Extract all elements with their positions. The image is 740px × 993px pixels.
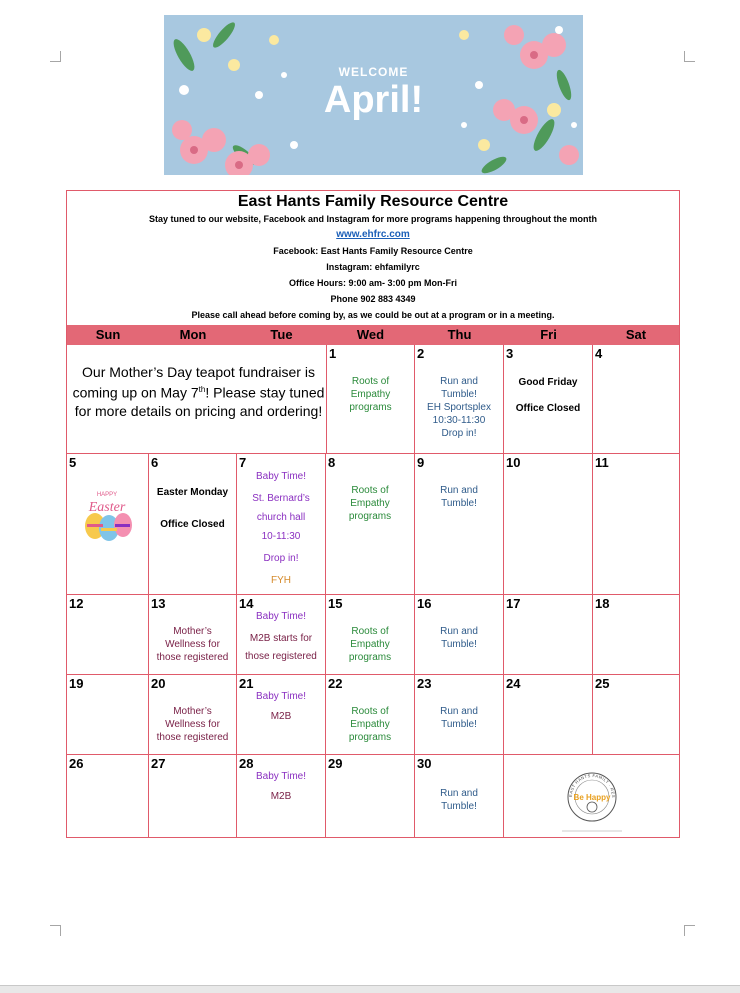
event-roots-of-empathy: Roots of Empathy programs (348, 706, 392, 743)
event-run-and-tumble: Run and Tumble! (440, 485, 478, 509)
weekday-tue: Tue (270, 327, 293, 342)
day-number: 30 (417, 756, 432, 771)
day-number: 24 (506, 676, 521, 691)
event-run-and-tumble: Run and Tumble! (440, 706, 478, 730)
event-run-and-tumble: Run and Tumble! (440, 626, 478, 650)
day-number: 3 (506, 346, 514, 361)
day-cell-4[interactable] (593, 345, 679, 454)
event-run-and-tumble: Run and Tumble! (440, 788, 478, 812)
day-cell-19[interactable] (67, 675, 149, 755)
day-number: 18 (595, 596, 610, 611)
page-corner-mark (684, 925, 695, 936)
day-number: 5 (69, 455, 77, 470)
day-cell-29[interactable] (326, 755, 415, 837)
logo-cell (504, 755, 679, 837)
day-cell-27[interactable] (149, 755, 237, 837)
svg-text:EAST HANTS FAMILY · RESOURCE C: EAST HANTS FAMILY · RES (567, 772, 617, 799)
day-number: 12 (69, 596, 84, 611)
day-number: 16 (417, 596, 432, 611)
weekday-sun: Sun (95, 327, 121, 342)
day-number: 15 (328, 596, 343, 611)
day-cell-10[interactable] (504, 454, 593, 595)
day-cell-9[interactable] (415, 454, 504, 595)
day-number: 29 (328, 756, 343, 771)
event-baby-time: Baby Time! (255, 691, 307, 702)
organization-title: East Hants Family Resource Centre (237, 193, 509, 210)
event-m2b-starts: M2B starts for those registered (245, 633, 317, 662)
day-cell-8[interactable] (326, 454, 415, 595)
day-number: 2 (417, 346, 425, 361)
day-cell-30[interactable] (415, 755, 504, 837)
day-number: 19 (69, 676, 84, 691)
ehfrc-logo (559, 767, 625, 833)
day-number: 20 (151, 676, 166, 691)
day-number: 7 (239, 455, 247, 470)
easter-eggs-image (77, 484, 137, 544)
day-number: 4 (595, 346, 603, 361)
event-fyh: FYH (271, 575, 291, 586)
day-number: 27 (151, 756, 166, 771)
day-cell-28[interactable] (237, 755, 326, 837)
event-office-closed: Office Closed (515, 403, 581, 414)
event-roots-of-empathy: Roots of Empathy programs (348, 485, 392, 522)
day-cell-1[interactable] (326, 345, 415, 454)
day-number: 10 (506, 455, 521, 470)
day-cell-13[interactable] (149, 595, 237, 675)
page-corner-mark (684, 51, 695, 62)
svg-text:Easter: Easter (88, 500, 126, 515)
day-number: 13 (151, 596, 166, 611)
day-number: 14 (239, 596, 254, 611)
day-number: 21 (239, 676, 254, 691)
day-cell-3[interactable] (504, 345, 593, 454)
event-roots-of-empathy: Roots of Empathy programs (349, 376, 392, 413)
event-baby-time-details: St. Bernard’s church hall 10-11:30 Drop in! (252, 493, 310, 564)
event-mothers-wellness: Mother’s Wellness for those registered (156, 626, 229, 663)
weekday-sat: Sat (625, 327, 647, 342)
day-cell-23[interactable] (415, 675, 504, 755)
day-cell-20[interactable] (149, 675, 237, 755)
day-cell-24[interactable] (504, 675, 593, 755)
event-run-and-tumble: Run and Tumble! EH Sportsplex 10:30-11:30 Drop in! (427, 376, 491, 439)
svg-text:Be Happy: Be Happy (573, 793, 611, 802)
banner-month-title: April! (323, 79, 424, 121)
april-calendar (66, 190, 680, 838)
weekday-header-row (67, 325, 679, 345)
day-cell-14[interactable] (237, 595, 326, 675)
weekday-fri: Fri (540, 327, 557, 342)
svg-text:HAPPY: HAPPY (96, 492, 118, 498)
fundraiser-notice-cell (67, 345, 326, 454)
day-cell-25[interactable] (593, 675, 679, 755)
page-corner-mark (50, 925, 61, 936)
day-number: 9 (417, 455, 425, 470)
page-corner-mark (50, 51, 61, 62)
day-cell-12[interactable] (67, 595, 149, 675)
event-easter-monday: Easter Monday (156, 487, 229, 498)
day-number: 6 (151, 455, 159, 470)
day-cell-26[interactable] (67, 755, 149, 837)
day-number: 26 (69, 756, 84, 771)
day-number: 1 (329, 346, 337, 361)
tagline: Stay tuned to our website, Facebook and Instagram for more programs happening throughout the month (148, 214, 598, 224)
event-baby-time: Baby Time! (255, 611, 307, 622)
day-cell-22[interactable] (326, 675, 415, 755)
day-cell-2[interactable] (415, 345, 504, 454)
event-baby-time: Baby Time! (255, 471, 307, 482)
day-cell-21[interactable] (237, 675, 326, 755)
event-good-friday: Good Friday (518, 377, 578, 388)
event-mothers-wellness: Mother’s Wellness for those registered (156, 706, 229, 743)
event-roots-of-empathy: Roots of Empathy programs (348, 626, 392, 663)
day-number: 8 (328, 455, 336, 470)
day-number: 23 (417, 676, 432, 691)
website-link[interactable]: www.ehfrc.com (336, 229, 410, 240)
day-number: 11 (595, 455, 609, 470)
day-cell-15[interactable] (326, 595, 415, 675)
event-baby-time: Baby Time! (255, 771, 307, 782)
day-cell-11[interactable] (593, 454, 679, 595)
day-cell-16[interactable] (415, 595, 504, 675)
day-number: 28 (239, 756, 254, 771)
phone-line: Phone 902 883 4349 (330, 294, 416, 304)
event-m2b: M2B (270, 791, 292, 802)
facebook-line: Facebook: East Hants Family Resource Centre (273, 246, 473, 256)
day-cell-7[interactable] (237, 454, 326, 595)
calendar-header (67, 191, 679, 325)
event-office-closed: Office Closed (160, 519, 225, 530)
day-number: 25 (595, 676, 610, 691)
office-hours: Office Hours: 9:00 am- 3:00 pm Mon-Fri (288, 278, 458, 288)
day-cell-5[interactable] (67, 454, 149, 595)
weekday-thu: Thu (447, 327, 472, 342)
weekday-mon: Mon (179, 327, 207, 342)
banner-welcome-text: WELCOME (338, 65, 409, 79)
day-number: 22 (328, 676, 343, 691)
day-cell-6[interactable] (149, 454, 237, 595)
welcome-april-banner (164, 15, 583, 175)
day-cell-18[interactable] (593, 595, 679, 675)
fundraiser-text: Our Mother’s Day teapot fundraiser is coming up on May 7th! Please stay tuned for more details on pricing and ordering! (72, 364, 325, 419)
day-number: 17 (506, 596, 521, 611)
event-m2b: M2B (270, 711, 292, 722)
day-cell-17[interactable] (504, 595, 593, 675)
call-ahead-notice: Please call ahead before coming by, as we could be out at a program or in a meeting. (191, 310, 555, 320)
instagram-line: Instagram: ehfamilyrc (326, 262, 420, 272)
weekday-wed: Wed (356, 327, 385, 342)
